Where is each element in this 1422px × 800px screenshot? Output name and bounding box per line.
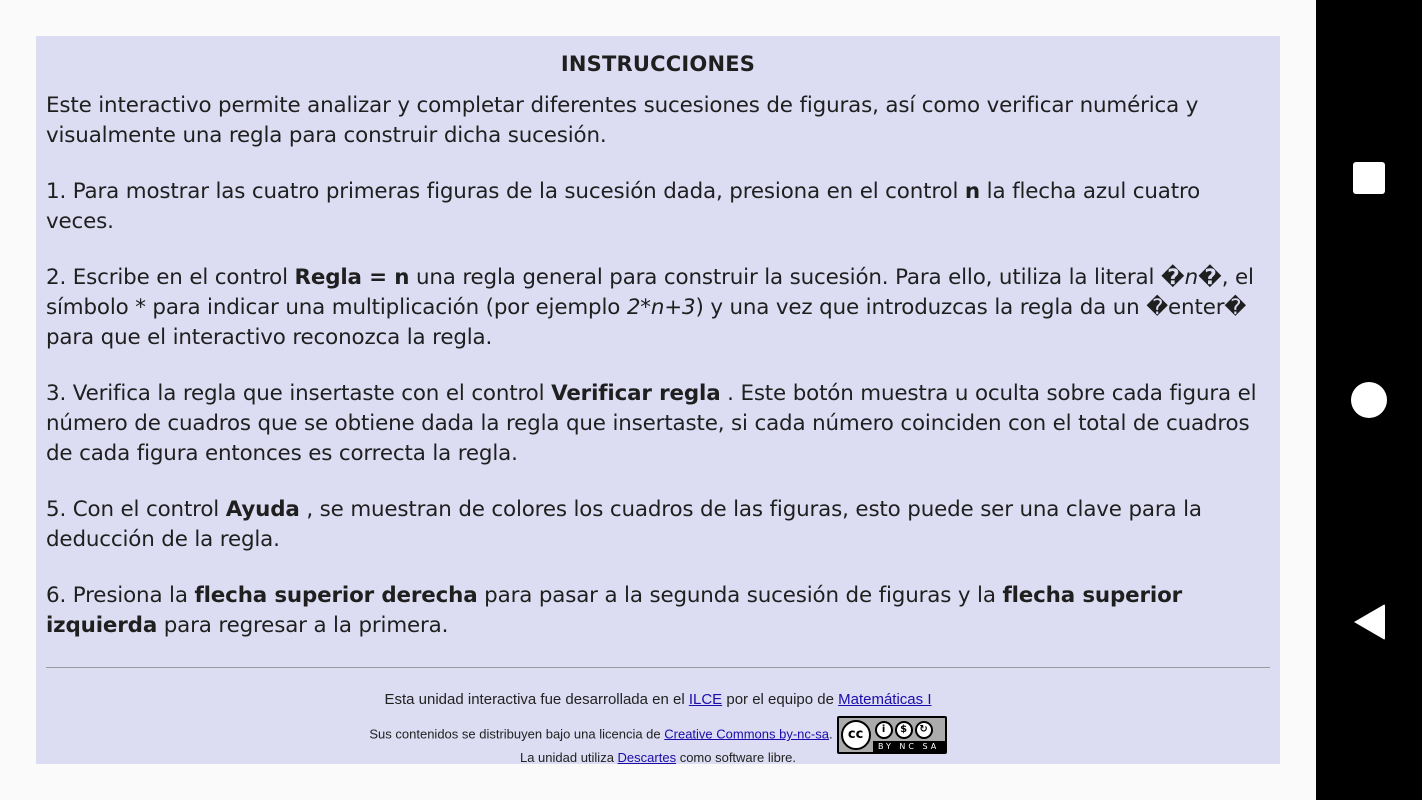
step-3-bold-verificar: Verificar regla	[551, 381, 721, 406]
step-5-bold-ayuda: Ayuda	[225, 497, 300, 522]
step-6-text-middle: para pasar a la segunda sucesión de figuras y la	[477, 583, 1003, 608]
step-1-text-after: la flecha azul cuatro veces.	[46, 179, 1201, 234]
step-6-text-after: para regresar a la primera.	[157, 613, 449, 638]
triangle-back-icon	[1354, 604, 1385, 640]
step-6-bold-left-arrow: flecha superior izquierda	[46, 583, 1183, 638]
recents-button[interactable]	[1316, 138, 1422, 218]
step-6-text-before: 6. Presiona la	[46, 583, 195, 608]
step-2-text-end: para que el interactivo reconozca la regla.	[46, 325, 493, 350]
creative-commons-link[interactable]: Creative Commons by-nc-sa	[664, 726, 829, 742]
step-2-text-before: 2. Escribe en el control	[46, 265, 295, 290]
page-title: INSTRUCCIONES	[560, 52, 756, 76]
software-line	[46, 748, 1270, 764]
ilce-link[interactable]: ILCE	[688, 691, 723, 708]
step-2-example: 2*n+3	[626, 295, 696, 320]
license-period: .	[828, 726, 833, 742]
credits-line-1	[46, 690, 1270, 710]
step-2-quote-close: �	[1198, 265, 1222, 290]
instructions-panel	[36, 36, 1280, 764]
cc-logo-icon: cc	[841, 720, 871, 750]
step-6-bold-right-arrow: flecha superior derecha	[194, 583, 478, 608]
back-button[interactable]	[1316, 582, 1422, 662]
android-navigation-bar	[1316, 0, 1422, 800]
step-2-enter: �enter�	[1146, 295, 1247, 320]
step-2-text-middle: una regla general para construir la sucesión. Para ello, utiliza la literal	[409, 265, 1161, 290]
step-2-literal-n: n	[1184, 265, 1199, 290]
cc-strip-label: BY NC SA	[873, 741, 945, 752]
step-2-text-middle2: , el símbolo * para indicar una multiplicación (por ejemplo	[46, 265, 1254, 320]
matematicas-link[interactable]: Matemáticas I	[838, 691, 932, 708]
footer-divider	[46, 667, 1270, 668]
credits-footer	[46, 690, 1270, 764]
license-text: Sus contenidos se distribuyen bajo una licencia de	[369, 726, 665, 742]
step-1-text-before: 1. Para mostrar las cuatro primeras figuras de la sucesión dada, presiona en el control	[46, 179, 965, 204]
step-3-text-after: . Este botón muestra u oculta sobre cada figura el número de cuadros que se obtiene dada la regla que insertaste, si cada número coinciden con el total de cuadros de cada figura entonces es correcta la regla.	[46, 381, 1257, 466]
home-button[interactable]	[1316, 360, 1422, 440]
software-text: La unidad utiliza	[519, 750, 618, 764]
step-3-paragraph	[46, 379, 1270, 469]
circle-icon	[1351, 382, 1387, 418]
intro-paragraph	[46, 91, 1270, 151]
step-5-text-after: , se muestran de colores los cuadros de las figuras, esto puede ser una clave para la deducción de la regla.	[46, 497, 1202, 552]
step-2-quote-open: �	[1160, 265, 1185, 290]
credits-text: Esta unidad interactiva fue desarrollada en el	[384, 691, 689, 708]
square-icon	[1353, 162, 1385, 194]
sa-icon: ↻	[915, 721, 933, 739]
step-1-bold-n: n	[964, 179, 981, 204]
cc-license-badge[interactable]	[837, 716, 947, 754]
step-6-paragraph	[46, 581, 1270, 641]
software-text-after: como software libre.	[676, 750, 797, 764]
by-icon: i	[875, 721, 893, 739]
step-3-text-before: 3. Verifica la regla que insertaste con el control	[46, 381, 552, 406]
step-5-text-before: 5. Con el control	[46, 497, 226, 522]
step-2-paragraph	[46, 263, 1270, 353]
nc-icon: $	[895, 721, 913, 739]
step-1-paragraph	[46, 177, 1270, 237]
descartes-link[interactable]: Descartes	[617, 750, 677, 764]
credits-text-middle: por el equipo de	[722, 691, 839, 708]
license-line	[46, 716, 1270, 751]
intro-text: Este interactivo permite analizar y completar diferentes sucesiones de figuras, así como verificar numérica y visualmente una regla para construir dicha sucesión.	[46, 93, 1199, 148]
step-5-paragraph	[46, 495, 1270, 555]
step-2-bold-regla: Regla = n	[294, 265, 410, 290]
step-2-text-after: ) y una vez que introduzcas la regla da un	[695, 295, 1147, 320]
